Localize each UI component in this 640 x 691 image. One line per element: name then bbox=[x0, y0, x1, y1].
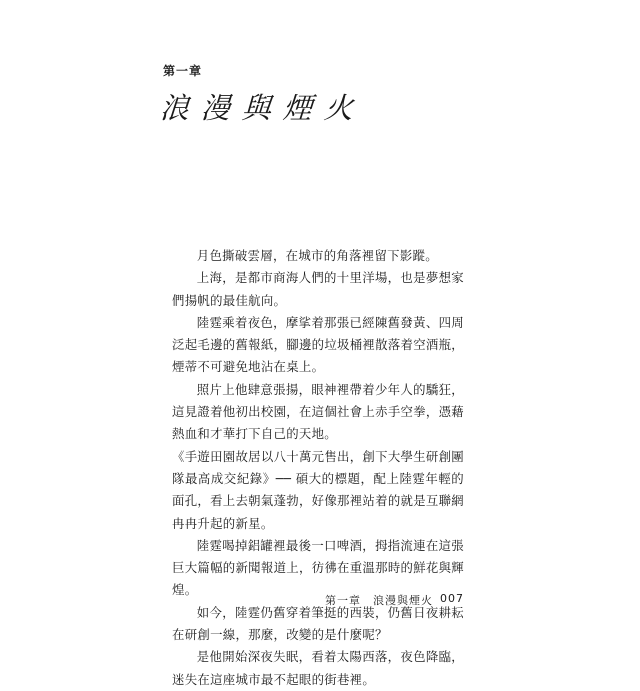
page-number: 007 bbox=[440, 592, 464, 605]
paragraph: 如今，陸霆仍舊穿着筆挺的西裝，仍舊日夜耕耘在研創一線，那麼，改變的是什麼呢？ bbox=[172, 604, 464, 643]
paragraph: 是他開始深夜失眠，看着太陽西落，夜色降臨，迷失在這座城市最不起眼的街巷裡。 bbox=[172, 649, 464, 687]
running-title: 第一章 浪漫與煙火 bbox=[325, 594, 433, 607]
paragraph: 陸霆喝掉鋁罐裡最後一口啤酒，拇指流連在這張巨大篇幅的新聞報道上，彷彿在重溫那時的鮮花與輝煌。 bbox=[172, 537, 464, 598]
paragraph: 月色撕破雲層，在城市的角落裡留下影蹤。 bbox=[196, 248, 438, 263]
chapter-title: 浪漫與煙火 bbox=[158, 91, 367, 125]
paragraph: 照片上他肆意張揚，眼神裡帶着少年人的驕狂，這見證着他初出校園，在這個社會上赤手空拳，憑藉熱血和才華打下自己的天地。 bbox=[172, 381, 464, 442]
body-text bbox=[172, 245, 464, 691]
chapter-label: 第一章 bbox=[163, 64, 203, 78]
paragraph: 陸霆乘着夜色，摩挲着那張已經陳舊發黃、四周泛起毛邊的舊報紙，腳邊的垃圾桶裡散落着空酒瓶，煙蒂不可避免地沾在桌上。 bbox=[172, 314, 464, 375]
paragraph: 《手遊田園故居以八十萬元售出，創下大學生研創團隊最高成交紀錄》── 碩大的標題，配上陸霆年輕的面孔，看上去朝氣蓬勃，好像那裡站着的就是互聯網冉冉升起的新星。 bbox=[172, 448, 464, 531]
paragraph: 上海，是都市商海人們的十里洋場，也是夢想家們揚帆的最佳航向。 bbox=[172, 270, 464, 308]
